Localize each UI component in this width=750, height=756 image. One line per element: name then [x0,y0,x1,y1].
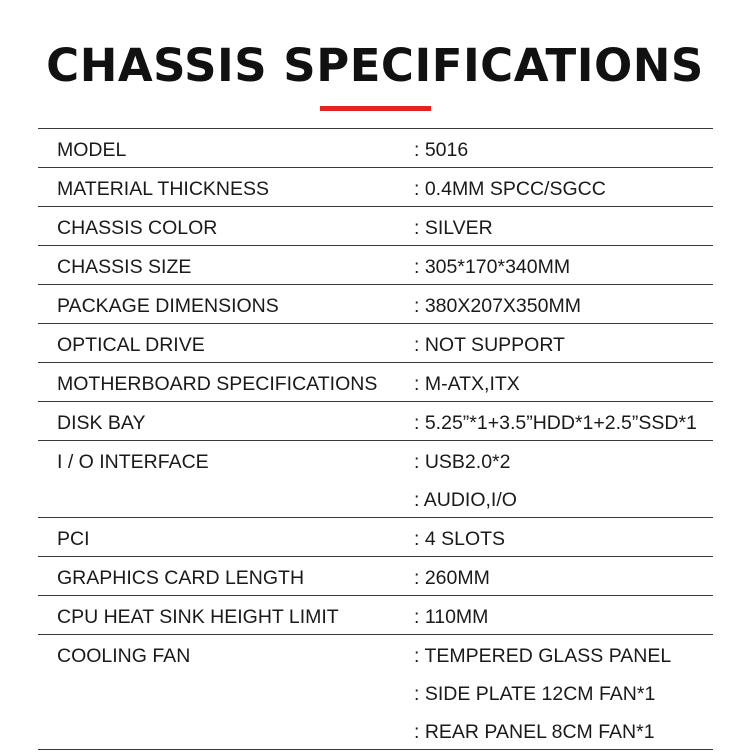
spec-line [38,402,713,440]
spec-value: : USB2.0*2 [414,451,511,473]
spec-line [38,363,713,401]
spec-label: PCI [57,528,90,550]
spec-label: MODEL [57,139,127,161]
spec-row [38,128,713,167]
spec-value: : 305*170*340MM [414,256,571,278]
spec-line [38,557,713,595]
spec-line [38,246,713,284]
spec-label: DISK BAY [57,412,146,434]
spec-row [38,362,713,401]
spec-line [38,673,713,711]
spec-row [38,401,713,440]
spec-row [38,284,713,323]
page-title: CHASSIS SPECIFICATIONS [46,39,704,92]
spec-label: MOTHERBOARD SPECIFICATIONS [57,373,378,395]
spec-row [38,167,713,206]
spec-line [38,168,713,206]
spec-row [38,206,713,245]
spec-value: : SILVER [414,217,493,239]
spec-line [38,596,713,634]
spec-row [38,323,713,362]
spec-line [38,207,713,245]
spec-value: : SIDE PLATE 12CM FAN*1 [414,683,656,705]
spec-value: : 5016 [414,139,469,161]
spec-row [38,245,713,284]
spec-label: MATERIAL THICKNESS [57,178,270,200]
spec-row [38,595,713,634]
spec-label: COOLING FAN [57,645,191,667]
spec-value: : 260MM [414,567,490,589]
spec-line [38,635,713,673]
spec-label: OPTICAL DRIVE [57,334,205,356]
spec-line [38,129,713,167]
spec-value: : 380X207X350MM [414,295,581,317]
spec-value: : AUDIO,I/O [414,489,517,511]
spec-value: : 110MM [414,606,489,628]
spec-row [38,517,713,556]
spec-label: CHASSIS SIZE [57,256,192,278]
spec-value: : M-ATX,ITX [414,373,520,395]
spec-line [38,518,713,556]
spec-value: : TEMPERED GLASS PANEL [414,645,672,667]
spec-label: I / O INTERFACE [57,451,209,473]
spec-label: GRAPHICS CARD LENGTH [57,567,305,589]
spec-value: : 0.4MM SPCC/SGCC [414,178,606,200]
spec-row [38,556,713,595]
spec-line [38,711,713,749]
spec-line [38,324,713,362]
spec-line [38,285,713,323]
spec-value: : 5.25”*1+3.5”HDD*1+2.5”SSD*1 [414,412,697,434]
spec-line [38,479,713,517]
spec-value: : NOT SUPPORT [414,334,565,356]
spec-table [38,128,713,750]
spec-line [38,441,713,479]
spec-label: CPU HEAT SINK HEIGHT LIMIT [57,606,339,628]
spec-row [38,440,713,517]
spec-label: CHASSIS COLOR [57,217,218,239]
spec-row [38,634,713,750]
spec-value: : 4 SLOTS [414,528,506,550]
spec-label: PACKAGE DIMENSIONS [57,295,279,317]
spec-value: : REAR PANEL 8CM FAN*1 [414,721,655,743]
title-accent-bar [320,106,431,111]
